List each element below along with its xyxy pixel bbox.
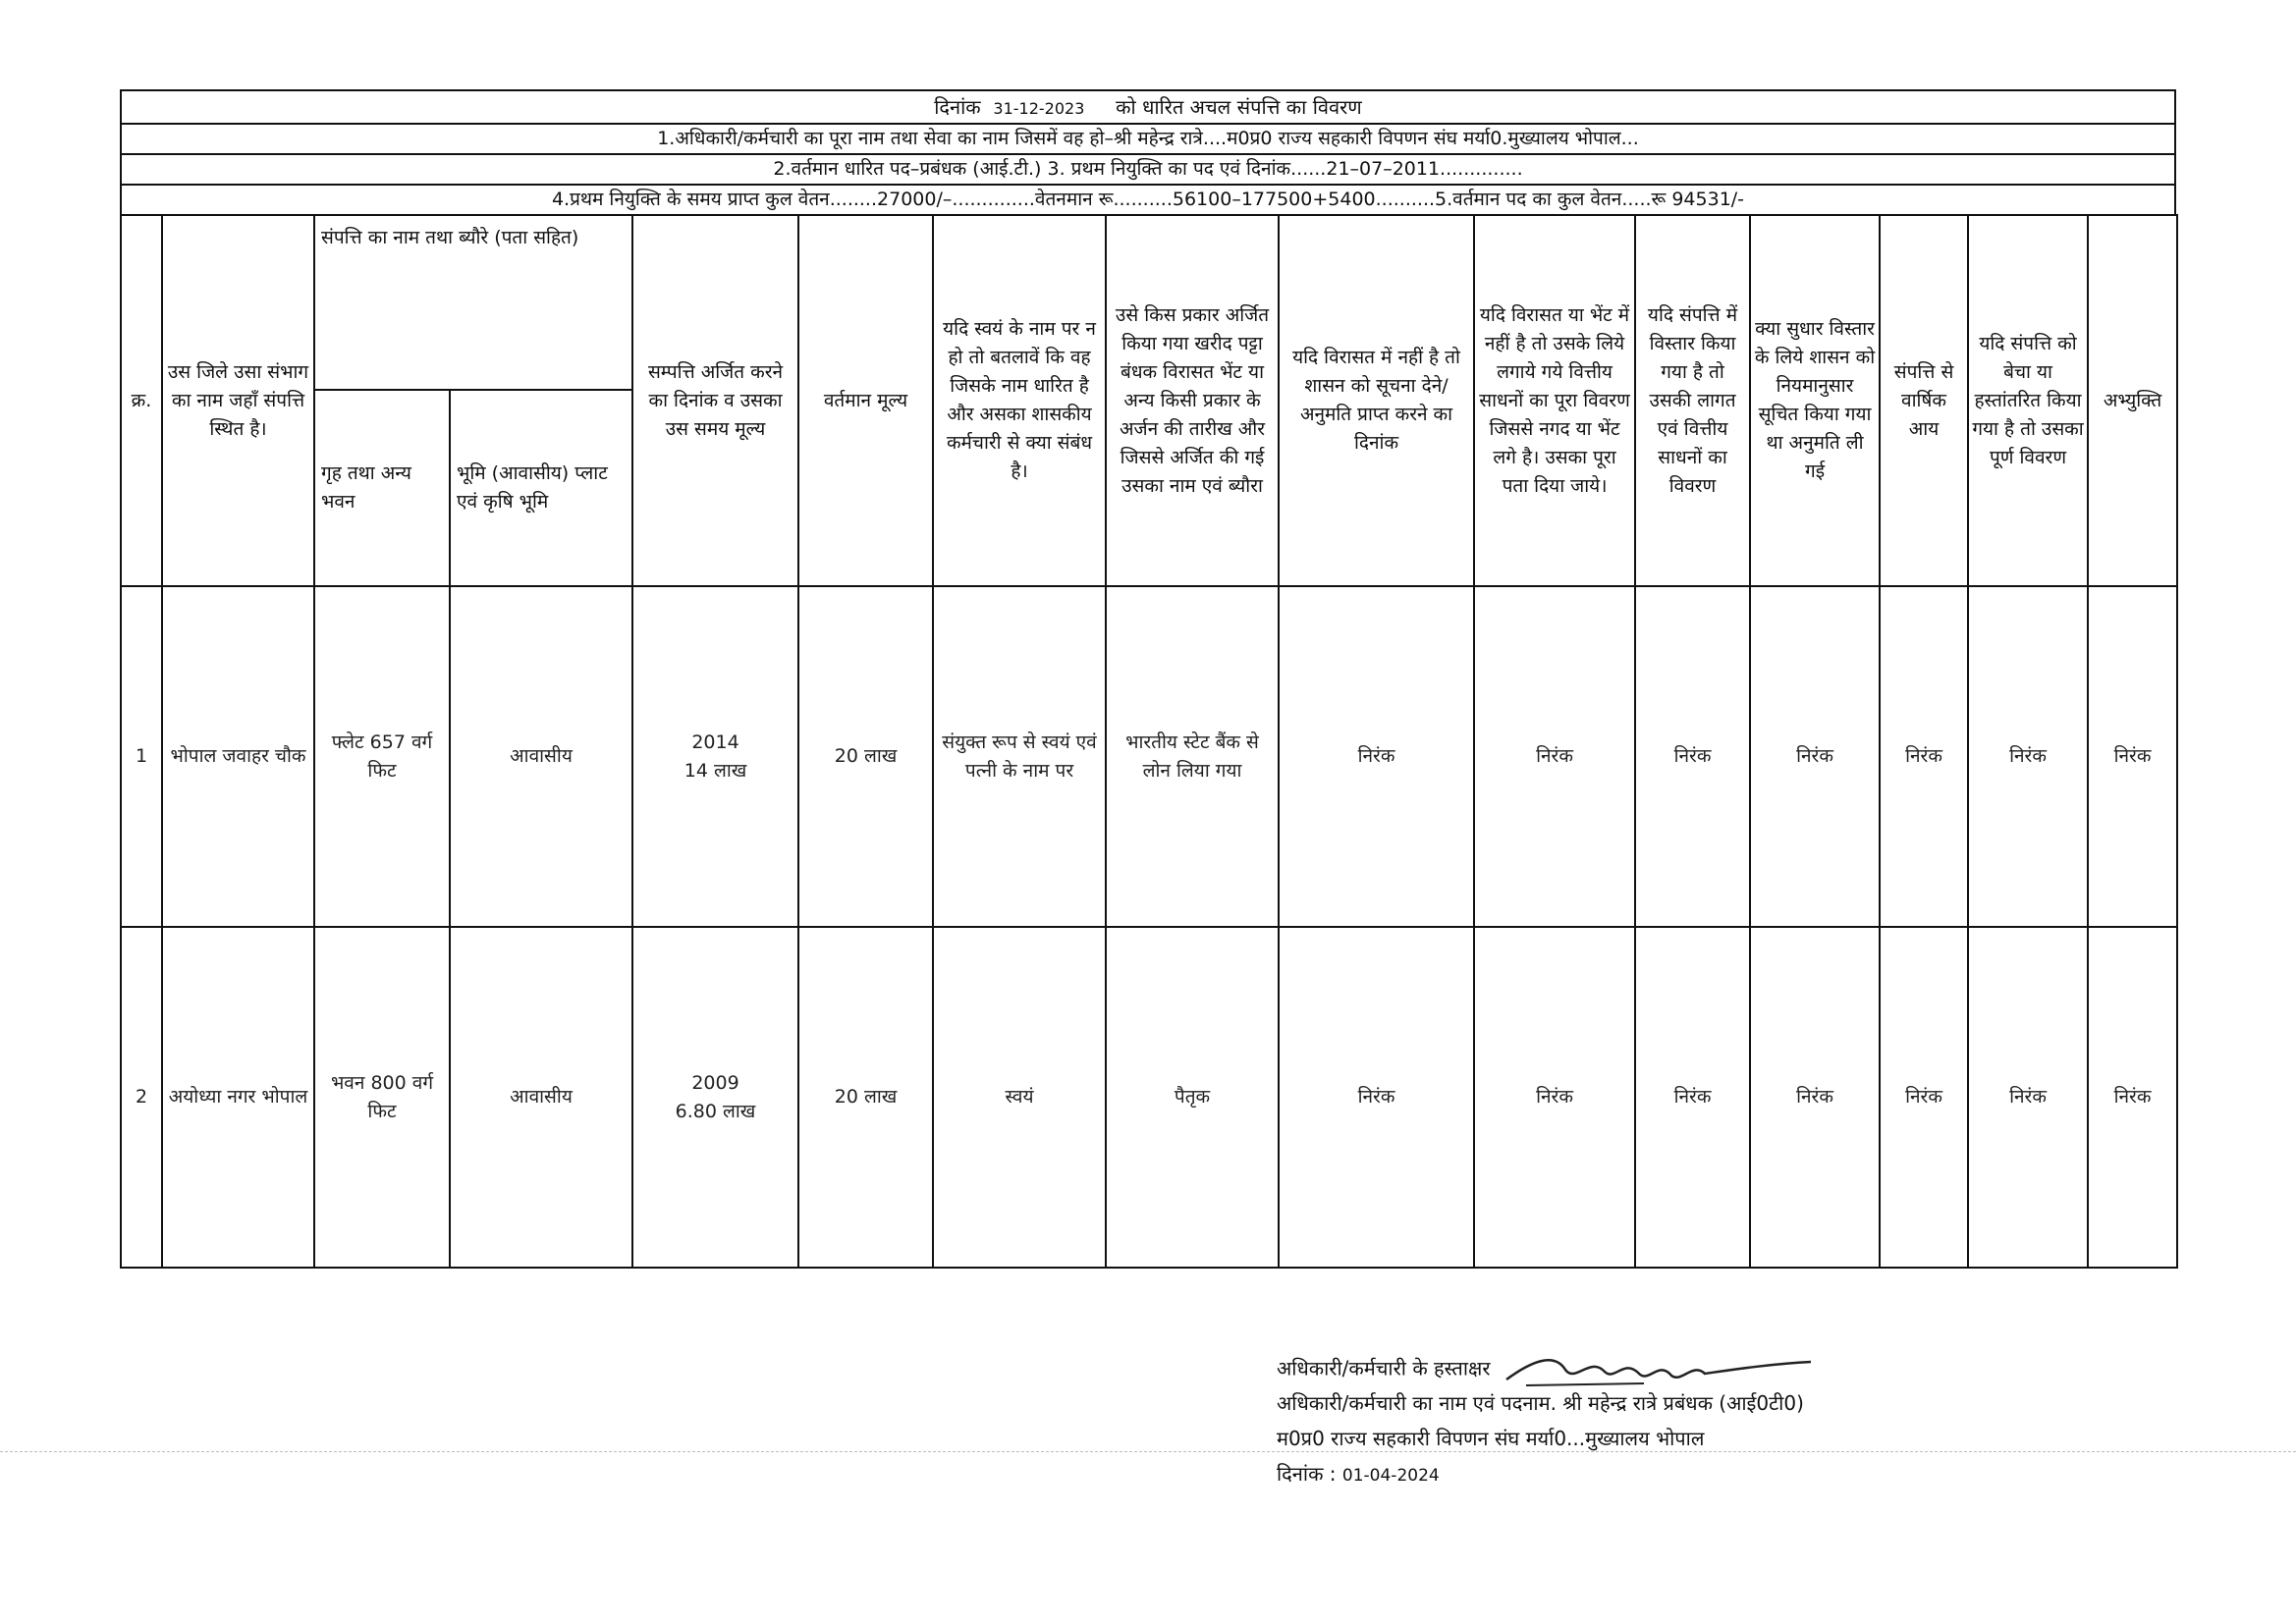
cell-district: भोपाल जवाहर चौक [162,586,314,927]
col-owner-relation: यदि स्वयं के नाम पर न हो तो बतलावें कि वह जिसके नाम धारित है और असका शासकीय कर्मचारी से क्या संबंध है। [933,215,1106,586]
post-line: 2.वर्तमान धारित पद–प्रबंधक (आई.टी.) 3. प्रथम नियुक्ति का पद एवं दिनांक......21–07–2011.............. [120,153,2176,184]
name-designation-line: अधिकारी/कर्मचारी का नाम एवं पदनाम. श्री महेन्द्र रात्रे प्रबंधक (आई0टी0) [1277,1391,1804,1415]
col-acquired-date: सम्पत्ति अर्जित करने का दिनांक व उसका उस समय मूल्य [632,215,798,586]
employee-name-line: 1.अधिकारी/कर्मचारी का पूरा नाम तथा सेवा का नाम जिसमें वह हो–श्री महेन्द्र रात्रे....म0प्र0 राज्य सहकारी विपणन संघ मर्या0.मुख्यालय भोपाल... [120,123,2176,153]
cell-land: आवासीय [450,586,632,927]
cell-govt-notice: निरंक [1279,586,1474,927]
signature-line [1277,1350,1821,1385]
cell-owner-relation: स्वयं [933,927,1106,1268]
cell-remarks: निरंक [2088,586,2177,927]
cell-current-value: 20 लाख [798,586,933,927]
cell-serial: 2 [121,927,162,1268]
cell-acquired-year: 2014 [691,731,739,753]
col-expansion-cost: यदि संपत्ति में विस्तार किया गया है तो उसकी लागत एवं वित्तीय साधनों का विवरण [1635,215,1750,586]
cell-acquired [632,927,798,1268]
signature-block [1277,1350,1821,1491]
title-suffix: को धारित अचल संपत्ति का विवरण [1116,95,1362,119]
title-date: 31-12-2023 [993,99,1085,118]
signature-label: अधिकारी/कर्मचारी के हस्ताक्षर [1277,1356,1491,1380]
cell-house: भवन 800 वर्ग फिट [314,927,450,1268]
cell-acquired-year: 2009 [691,1071,739,1094]
table-row [121,586,2177,927]
cell-expansion-cost: निरंक [1635,927,1750,1268]
col-remarks: अभ्युक्ति [2088,215,2177,586]
col-acquisition-mode: उसे किस प्रकार अर्जित किया गया खरीद पट्टा बंधक विरासत भेंट या अन्य किसी प्रकार के अर्जन की तारीख और जिससे अर्जित की गई उसका नाम एवं ब्यौरा [1106,215,1279,586]
cell-sold-details: निरंक [1968,927,2088,1268]
cell-land: आवासीय [450,927,632,1268]
title-prefix: दिनांक [934,95,981,119]
cell-acquired-value: 6.80 लाख [675,1100,756,1122]
cell-owner-relation: संयुक्त रूप से स्वयं एवं पत्नी के नाम पर [933,586,1106,927]
date-label: दिनांक : [1277,1462,1337,1486]
cell-acquisition-mode: भारतीय स्टेट बैंक से लोन लिया गया [1106,586,1279,927]
col-district: उस जिले उसा संभाग का नाम जहाँ संपत्ति स्थित है। [162,215,314,586]
cell-improvement-notice: निरंक [1750,586,1880,927]
cell-acquisition-mode: पैतृक [1106,927,1279,1268]
cell-expansion-cost: निरंक [1635,586,1750,927]
organization-line: म0प्र0 राज्य सहकारी विपणन संघ मर्या0...मुख्यालय भोपाल [1277,1427,1705,1450]
date-value: 01-04-2024 [1341,1466,1440,1486]
col-annual-income: संपत्ति से वार्षिक आय [1880,215,1968,586]
cell-acquired-value: 14 लाख [683,759,747,782]
scan-artifact-line [0,1451,2296,1452]
col-govt-notice: यदि विरासत में नहीं है तो शासन को सूचना देने/अनुमति प्राप्त करने का दिनांक [1279,215,1474,586]
col-current-value: वर्तमान मूल्य [798,215,933,586]
cell-sold-details: निरंक [1968,586,2088,927]
table-row [121,927,2177,1268]
table-header-row [121,215,2177,390]
cell-district: अयोध्या नगर भोपाल [162,927,314,1268]
col-improvement-notice: क्या सुधार विस्तार के लिये शासन को नियमानुसार सूचित किया गया था अनुमति ली गई [1750,215,1880,586]
cell-annual-income: निरंक [1880,927,1968,1268]
cell-acquired [632,586,798,927]
form-title [120,89,2176,123]
cell-house: फ्लेट 657 वर्ग फिट [314,586,450,927]
cell-serial: 1 [121,586,162,927]
cell-finance-details: निरंक [1474,927,1635,1268]
col-finance-details: यदि विरासत या भेंट में नहीं है तो उसके लिये लगाये गये वित्तीय साधनों का पूरा विवरण जिससे नगद या भेंट लगे है। उसका पूरा पता दिया जाये। [1474,215,1635,586]
asset-declaration-form [120,89,2176,1269]
asset-table [120,214,2178,1269]
cell-remarks: निरंक [2088,927,2177,1268]
col-land: भूमि (आवासीय) प्लाट एवं कृषि भूमि [450,390,632,586]
cell-annual-income: निरंक [1880,586,1968,927]
cell-current-value: 20 लाख [798,927,933,1268]
col-serial: क्र. [121,215,162,586]
cell-finance-details: निरंक [1474,586,1635,927]
handwritten-signature [1497,1350,1821,1389]
salary-line: 4.प्रथम नियुक्ति के समय प्राप्त कुल वेतन........27000/–..............वेतनमान रू..........56100–177500+5400..........5.वर्तमान पद का कुल वेतन.....रू 94531/- [120,184,2176,214]
col-house: गृह तथा अन्य भवन [314,390,450,586]
signature-date-line [1277,1456,1821,1491]
cell-govt-notice: निरंक [1279,927,1474,1268]
cell-improvement-notice: निरंक [1750,927,1880,1268]
col-sold-details: यदि संपत्ति को बेचा या हस्तांतरित किया गया है तो उसका पूर्ण विवरण [1968,215,2088,586]
col-property-group: संपत्ति का नाम तथा ब्यौरे (पता सहित) [314,215,632,390]
